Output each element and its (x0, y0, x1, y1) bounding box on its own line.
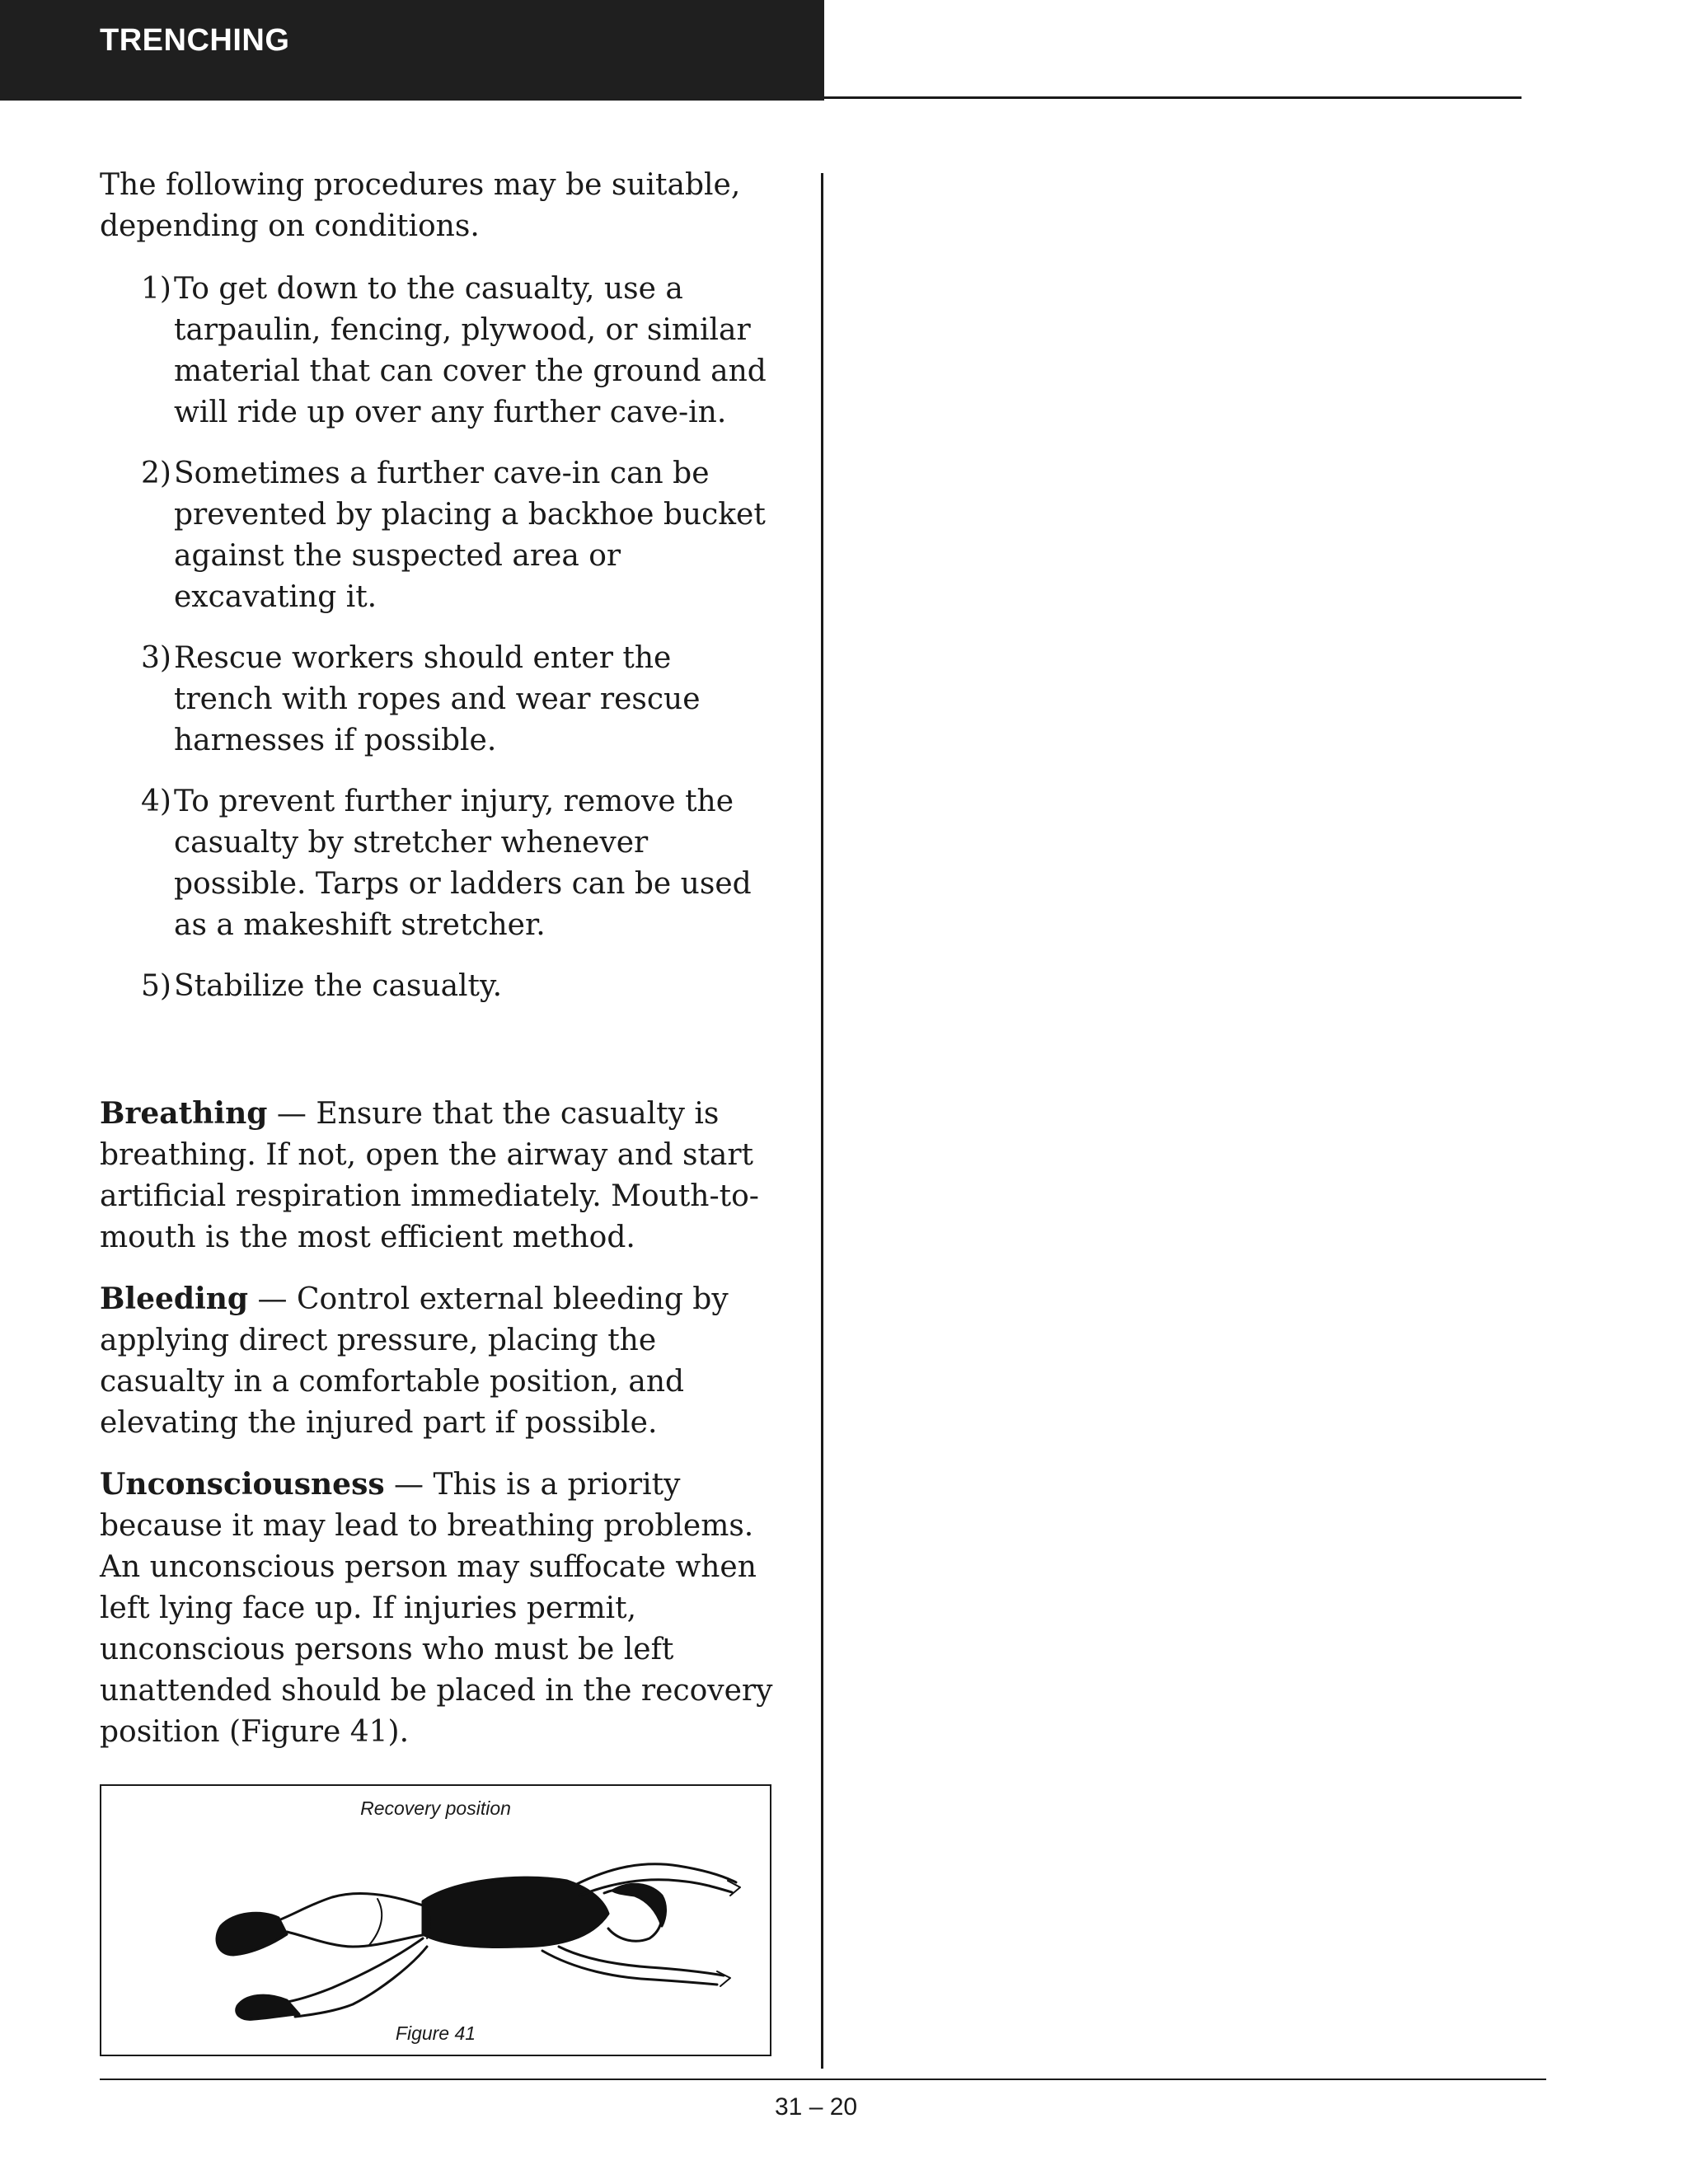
list-item (100, 966, 776, 1007)
list-item-text: Rescue workers should enter the trench with ropes and wear rescue harnesses if possible. (174, 641, 701, 757)
list-item-number: 2) (141, 457, 171, 490)
list-item-number: 4) (141, 785, 171, 818)
figure-title: Recovery position (360, 1797, 511, 1819)
list-item (100, 638, 776, 762)
recovery-position-illustration (130, 1823, 744, 2021)
list-item-text: To prevent further injury, remove the casualty by stretcher whenever possible. Tarps or ladders can be used as a makeshift stretcher. (174, 785, 752, 942)
bleeding-paragraph (100, 1278, 776, 1444)
list-item-number: 5) (141, 969, 171, 1003)
header-bar (0, 0, 824, 101)
list-item-number: 1) (141, 272, 171, 306)
list-item-number: 3) (141, 641, 171, 675)
intro-paragraph: The following procedures may be suitable, depending on conditions. (100, 168, 741, 243)
header-rule (824, 96, 1522, 99)
list-item (100, 781, 776, 946)
list-item (100, 453, 776, 618)
page-number: 31 – 20 (775, 2093, 858, 2121)
unconsciousness-term: Unconsciousness (100, 1467, 385, 1502)
bleeding-text: Control external bleeding by applying direct pressure, placing the casualty in a comfortable position, and elevating the injured part if possible. (100, 1282, 729, 1440)
procedures-list (100, 269, 776, 1007)
section-dash: — (267, 1097, 316, 1131)
breathing-term: Breathing (100, 1096, 268, 1131)
section-title: TRENCHING (100, 23, 290, 58)
unconsciousness-paragraph (100, 1464, 776, 1753)
footer-rule (100, 2079, 1546, 2080)
breathing-paragraph (100, 1093, 776, 1258)
section-dash: — (248, 1282, 297, 1316)
list-item-text: Stabilize the casualty. (174, 969, 503, 1003)
text-column (100, 165, 776, 1773)
bleeding-term: Bleeding (100, 1282, 249, 1316)
breathing-text: Ensure that the casualty is breathing. If not, open the airway and start artificial respiration immediately. Mouth-to-mouth is the most efficient method. (100, 1097, 759, 1254)
list-item-text: Sometimes a further cave-in can be prevented by placing a backhoe bucket against the suspected area or excavating it. (174, 457, 766, 614)
list-item-text: To get down to the casualty, use a tarpaulin, fencing, plywood, or similar material that can cover the ground and will ride up over any further cave-in. (174, 272, 767, 429)
unconsciousness-text: This is a priority because it may lead to breathing problems. An unconscious person may suffocate when left lying face up. If injuries permit, unconscious persons who must be left unattended should be placed in the recovery position (Figure 41). (100, 1468, 773, 1749)
section-dash: — (384, 1468, 434, 1502)
figure-caption: Figure 41 (395, 2022, 476, 2044)
figure-box (100, 1784, 771, 2056)
list-item (100, 269, 776, 434)
column-divider (821, 173, 823, 2069)
